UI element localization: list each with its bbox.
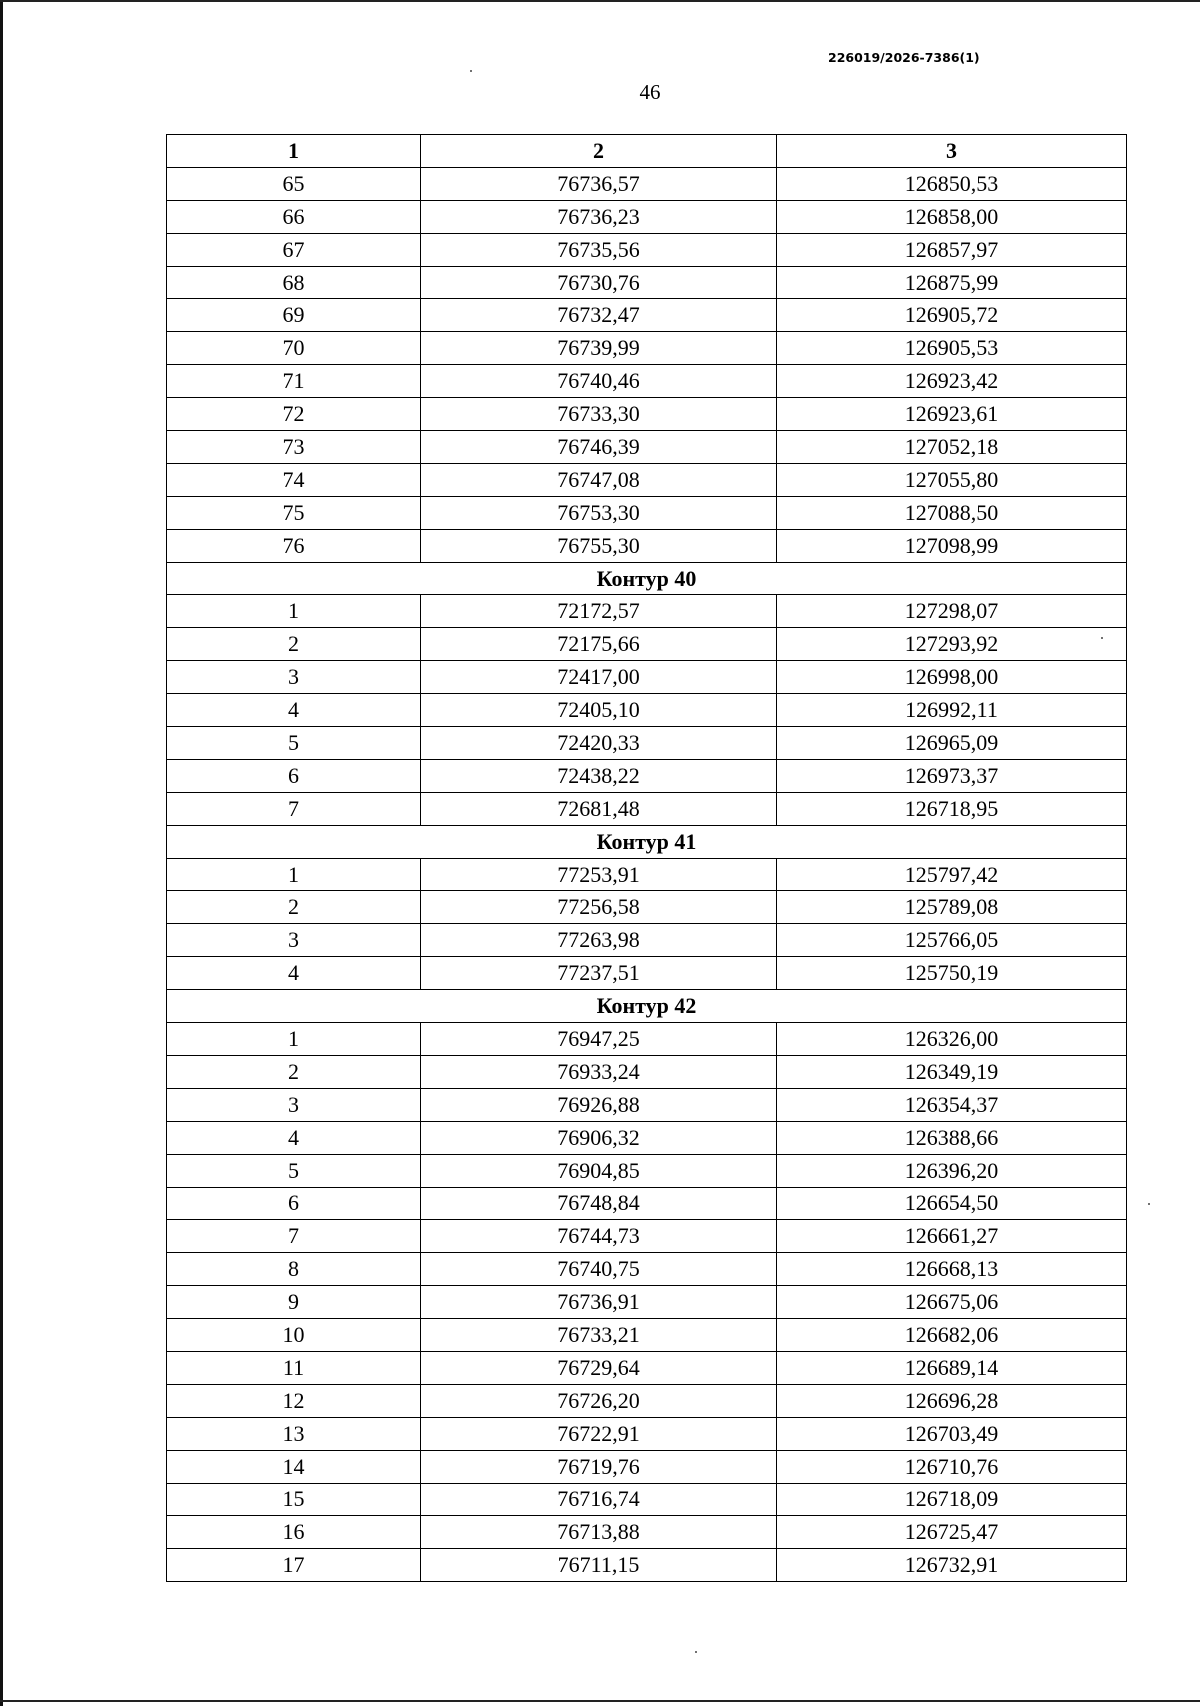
point-number-cell: 73 <box>167 431 421 464</box>
table-row <box>167 1319 1127 1352</box>
x-coordinate-cell: 76744,73 <box>421 1220 777 1253</box>
point-number-cell: 7 <box>167 1220 421 1253</box>
table-row <box>167 1187 1127 1220</box>
x-coordinate-cell: 76733,21 <box>421 1319 777 1352</box>
table-row <box>167 694 1127 727</box>
page-number: 46 <box>639 80 661 104</box>
table-row <box>167 858 1127 891</box>
scan-speck <box>1101 637 1103 639</box>
y-coordinate-cell: 126857,97 <box>777 233 1127 266</box>
table-row <box>167 332 1127 365</box>
x-coordinate-cell: 76755,30 <box>421 529 777 562</box>
x-coordinate-cell: 76904,85 <box>421 1154 777 1187</box>
y-coordinate-cell: 126850,53 <box>777 167 1127 200</box>
x-coordinate-cell: 76735,56 <box>421 233 777 266</box>
column-header-3: 3 <box>777 135 1127 168</box>
y-coordinate-cell: 126396,20 <box>777 1154 1127 1187</box>
point-number-cell: 6 <box>167 759 421 792</box>
y-coordinate-cell: 126905,53 <box>777 332 1127 365</box>
y-coordinate-cell: 126965,09 <box>777 727 1127 760</box>
table-row <box>167 891 1127 924</box>
point-number-cell: 16 <box>167 1516 421 1549</box>
table-row <box>167 1549 1127 1582</box>
point-number-cell: 2 <box>167 891 421 924</box>
point-number-cell: 4 <box>167 957 421 990</box>
x-coordinate-cell: 76906,32 <box>421 1121 777 1154</box>
table-row <box>167 957 1127 990</box>
y-coordinate-cell: 126696,28 <box>777 1384 1127 1417</box>
y-coordinate-cell: 126973,37 <box>777 759 1127 792</box>
x-coordinate-cell: 76926,88 <box>421 1088 777 1121</box>
section-row <box>167 990 1127 1023</box>
point-number-cell: 3 <box>167 661 421 694</box>
point-number-cell: 2 <box>167 1055 421 1088</box>
y-coordinate-cell: 126875,99 <box>777 266 1127 299</box>
column-header-2: 2 <box>421 135 777 168</box>
table-row <box>167 661 1127 694</box>
x-coordinate-cell: 76729,64 <box>421 1351 777 1384</box>
point-number-cell: 11 <box>167 1351 421 1384</box>
coordinates-table-wrapper <box>166 134 1126 1582</box>
table-row <box>167 1121 1127 1154</box>
table-row <box>167 1516 1127 1549</box>
table-row <box>167 266 1127 299</box>
x-coordinate-cell: 76740,75 <box>421 1253 777 1286</box>
y-coordinate-cell: 126923,61 <box>777 398 1127 431</box>
table-row <box>167 365 1127 398</box>
x-coordinate-cell: 76736,23 <box>421 200 777 233</box>
y-coordinate-cell: 126725,47 <box>777 1516 1127 1549</box>
y-coordinate-cell: 126718,09 <box>777 1483 1127 1516</box>
x-coordinate-cell: 76740,46 <box>421 365 777 398</box>
table-row <box>167 1384 1127 1417</box>
point-number-cell: 3 <box>167 1088 421 1121</box>
y-coordinate-cell: 127098,99 <box>777 529 1127 562</box>
x-coordinate-cell: 76713,88 <box>421 1516 777 1549</box>
table-row <box>167 727 1127 760</box>
x-coordinate-cell: 72420,33 <box>421 727 777 760</box>
scan-edge-top <box>0 0 1200 2</box>
table-row <box>167 1351 1127 1384</box>
x-coordinate-cell: 72172,57 <box>421 595 777 628</box>
point-number-cell: 2 <box>167 628 421 661</box>
point-number-cell: 1 <box>167 1023 421 1056</box>
x-coordinate-cell: 76716,74 <box>421 1483 777 1516</box>
y-coordinate-cell: 126661,27 <box>777 1220 1127 1253</box>
coordinates-table <box>166 134 1127 1582</box>
x-coordinate-cell: 76736,57 <box>421 167 777 200</box>
table-row <box>167 398 1127 431</box>
section-title: Контур 41 <box>167 825 1127 858</box>
y-coordinate-cell: 126682,06 <box>777 1319 1127 1352</box>
y-coordinate-cell: 126992,11 <box>777 694 1127 727</box>
y-coordinate-cell: 126388,66 <box>777 1121 1127 1154</box>
x-coordinate-cell: 76722,91 <box>421 1417 777 1450</box>
point-number-cell: 76 <box>167 529 421 562</box>
y-coordinate-cell: 126710,76 <box>777 1450 1127 1483</box>
point-number-cell: 17 <box>167 1549 421 1582</box>
point-number-cell: 70 <box>167 332 421 365</box>
x-coordinate-cell: 72681,48 <box>421 792 777 825</box>
point-number-cell: 6 <box>167 1187 421 1220</box>
x-coordinate-cell: 76730,76 <box>421 266 777 299</box>
point-number-cell: 66 <box>167 200 421 233</box>
section-row <box>167 562 1127 595</box>
section-title: Контур 40 <box>167 562 1127 595</box>
point-number-cell: 1 <box>167 595 421 628</box>
table-row <box>167 200 1127 233</box>
point-number-cell: 68 <box>167 266 421 299</box>
table-row <box>167 529 1127 562</box>
table-row <box>167 1253 1127 1286</box>
table-row <box>167 1450 1127 1483</box>
table-row <box>167 924 1127 957</box>
y-coordinate-cell: 126858,00 <box>777 200 1127 233</box>
y-coordinate-cell: 126326,00 <box>777 1023 1127 1056</box>
y-coordinate-cell: 126923,42 <box>777 365 1127 398</box>
x-coordinate-cell: 76736,91 <box>421 1286 777 1319</box>
y-coordinate-cell: 126354,37 <box>777 1088 1127 1121</box>
y-coordinate-cell: 125750,19 <box>777 957 1127 990</box>
y-coordinate-cell: 125789,08 <box>777 891 1127 924</box>
table-row <box>167 233 1127 266</box>
x-coordinate-cell: 72438,22 <box>421 759 777 792</box>
table-row <box>167 463 1127 496</box>
table-row <box>167 1023 1127 1056</box>
point-number-cell: 72 <box>167 398 421 431</box>
y-coordinate-cell: 127055,80 <box>777 463 1127 496</box>
x-coordinate-cell: 76739,99 <box>421 332 777 365</box>
point-number-cell: 8 <box>167 1253 421 1286</box>
point-number-cell: 4 <box>167 694 421 727</box>
section-title: Контур 42 <box>167 990 1127 1023</box>
point-number-cell: 5 <box>167 727 421 760</box>
y-coordinate-cell: 126732,91 <box>777 1549 1127 1582</box>
y-coordinate-cell: 127088,50 <box>777 496 1127 529</box>
y-coordinate-cell: 126703,49 <box>777 1417 1127 1450</box>
y-coordinate-cell: 125797,42 <box>777 858 1127 891</box>
point-number-cell: 12 <box>167 1384 421 1417</box>
x-coordinate-cell: 77237,51 <box>421 957 777 990</box>
y-coordinate-cell: 126689,14 <box>777 1351 1127 1384</box>
scan-edge-left <box>0 0 3 1706</box>
x-coordinate-cell: 76747,08 <box>421 463 777 496</box>
x-coordinate-cell: 77253,91 <box>421 858 777 891</box>
x-coordinate-cell: 76732,47 <box>421 299 777 332</box>
point-number-cell: 10 <box>167 1319 421 1352</box>
x-coordinate-cell: 72405,10 <box>421 694 777 727</box>
x-coordinate-cell: 72175,66 <box>421 628 777 661</box>
scan-edge-bottom <box>0 1700 1200 1702</box>
point-number-cell: 7 <box>167 792 421 825</box>
x-coordinate-cell: 76753,30 <box>421 496 777 529</box>
x-coordinate-cell: 77256,58 <box>421 891 777 924</box>
point-number-cell: 1 <box>167 858 421 891</box>
point-number-cell: 74 <box>167 463 421 496</box>
point-number-cell: 5 <box>167 1154 421 1187</box>
point-number-cell: 3 <box>167 924 421 957</box>
table-row <box>167 759 1127 792</box>
document-number: 226019/2026-7386(1) <box>828 50 980 65</box>
y-coordinate-cell: 127298,07 <box>777 595 1127 628</box>
y-coordinate-cell: 126718,95 <box>777 792 1127 825</box>
table-row <box>167 167 1127 200</box>
table-row <box>167 595 1127 628</box>
y-coordinate-cell: 127052,18 <box>777 431 1127 464</box>
y-coordinate-cell: 126905,72 <box>777 299 1127 332</box>
y-coordinate-cell: 126668,13 <box>777 1253 1127 1286</box>
scan-speck <box>1148 1203 1150 1205</box>
x-coordinate-cell: 76719,76 <box>421 1450 777 1483</box>
point-number-cell: 9 <box>167 1286 421 1319</box>
table-row <box>167 1055 1127 1088</box>
header-row <box>167 135 1127 168</box>
x-coordinate-cell: 76933,24 <box>421 1055 777 1088</box>
x-coordinate-cell: 77263,98 <box>421 924 777 957</box>
table-row <box>167 1154 1127 1187</box>
x-coordinate-cell: 76748,84 <box>421 1187 777 1220</box>
point-number-cell: 71 <box>167 365 421 398</box>
y-coordinate-cell: 125766,05 <box>777 924 1127 957</box>
table-row <box>167 1483 1127 1516</box>
x-coordinate-cell: 76733,30 <box>421 398 777 431</box>
table-row <box>167 628 1127 661</box>
scan-speck <box>695 1651 697 1653</box>
point-number-cell: 15 <box>167 1483 421 1516</box>
point-number-cell: 69 <box>167 299 421 332</box>
x-coordinate-cell: 76746,39 <box>421 431 777 464</box>
y-coordinate-cell: 126675,06 <box>777 1286 1127 1319</box>
y-coordinate-cell: 127293,92 <box>777 628 1127 661</box>
table-body <box>167 167 1127 1581</box>
x-coordinate-cell: 76726,20 <box>421 1384 777 1417</box>
table-header <box>167 135 1127 168</box>
table-row <box>167 1417 1127 1450</box>
scan-speck <box>470 70 472 72</box>
table-row <box>167 431 1127 464</box>
section-row <box>167 825 1127 858</box>
table-row <box>167 299 1127 332</box>
point-number-cell: 65 <box>167 167 421 200</box>
y-coordinate-cell: 126654,50 <box>777 1187 1127 1220</box>
point-number-cell: 14 <box>167 1450 421 1483</box>
y-coordinate-cell: 126349,19 <box>777 1055 1127 1088</box>
point-number-cell: 75 <box>167 496 421 529</box>
point-number-cell: 4 <box>167 1121 421 1154</box>
point-number-cell: 67 <box>167 233 421 266</box>
table-row <box>167 1220 1127 1253</box>
table-row <box>167 1286 1127 1319</box>
table-row <box>167 496 1127 529</box>
column-header-1: 1 <box>167 135 421 168</box>
y-coordinate-cell: 126998,00 <box>777 661 1127 694</box>
x-coordinate-cell: 76947,25 <box>421 1023 777 1056</box>
x-coordinate-cell: 76711,15 <box>421 1549 777 1582</box>
point-number-cell: 13 <box>167 1417 421 1450</box>
table-row <box>167 1088 1127 1121</box>
x-coordinate-cell: 72417,00 <box>421 661 777 694</box>
table-row <box>167 792 1127 825</box>
